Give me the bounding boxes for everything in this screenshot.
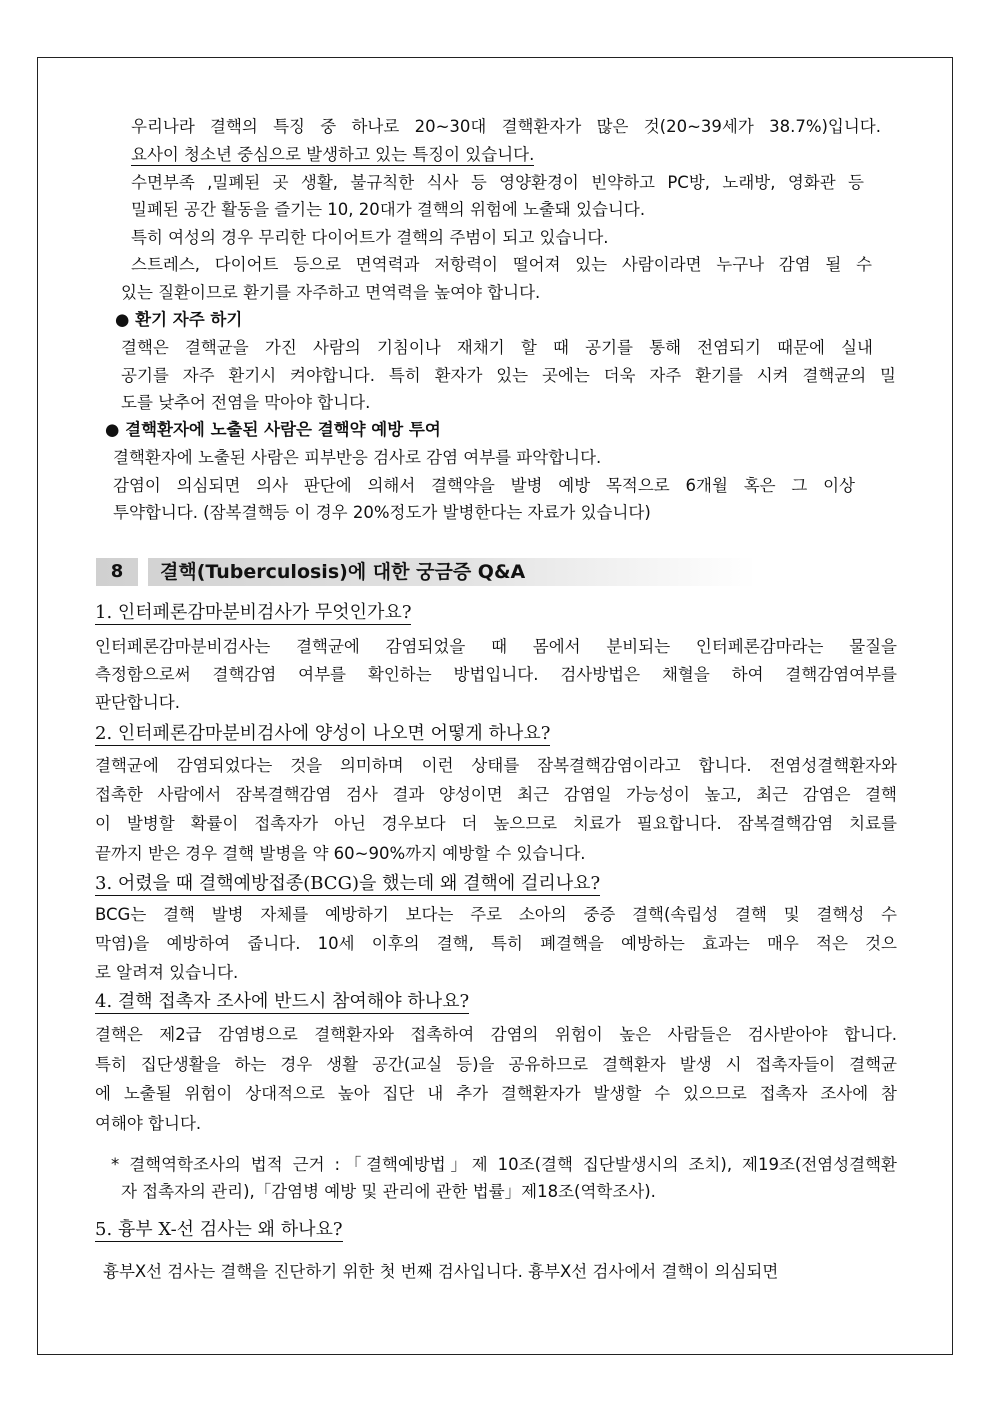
prevention-line-3: 투약합니다. (잠복결핵등 이 경우 20%정도가 발병한다는 자료가 있습니다): [113, 503, 651, 522]
question-4-title: [95, 992, 469, 1012]
intro-line-3: 수면부족 ,밀폐된 곳 생활, 불규칙한 식사 등 영양환경이 빈약하고 PC방, 노래방, 영화관 등: [131, 173, 864, 192]
prevention-heading: ● 결핵환자에 노출된 사람은 결핵약 예방 투여: [105, 420, 441, 439]
ventilation-heading: ● 환기 자주 하기: [115, 310, 243, 329]
intro-line-2-text: 요사이 청소년 중심으로 발생하고 있는 특징이 있습니다.: [131, 145, 535, 164]
answer-2-line-4: 끝까지 받은 경우 결핵 발병을 약 60~90%까지 예방할 수 있습니다.: [95, 844, 586, 863]
intro-line-6: 스트레스, 다이어트 등으로 면역력과 저항력이 떨어져 있는 사람이라면 누구나 감염 될 수: [131, 255, 872, 274]
ventilation-line-3: 도를 낮추어 전염을 막아야 합니다.: [121, 393, 371, 412]
answer-2-line-1: 결핵균에 감염되었다는 것을 의미하며 이런 상태를 잠복결핵감염이라고 합니다. 전염성결핵환자와: [95, 756, 897, 775]
answer-1-line-1: 인터페론감마분비검사는 결핵균에 감염되었을 때 몸에서 분비되는 인터페론감마라는 물질을: [95, 637, 897, 656]
question-1-title: [95, 603, 411, 623]
answer-4-line-1: 결핵은 제2급 감염병으로 결핵환자와 접촉하여 감염의 위험이 높은 사람들은 검사받아야 합니다.: [95, 1025, 897, 1044]
question-4-title-text: 4. 결핵 접촉자 조사에 반드시 참여해야 하나요?: [95, 991, 470, 1012]
section-title: 결핵(Tuberculosis)에 대한 궁금증 Q&A: [160, 561, 526, 583]
prevention-line-1: 결핵환자에 노출된 사람은 피부반응 검사로 감염 여부를 파악합니다.: [113, 448, 602, 467]
question-2-title: [95, 724, 550, 744]
legal-note-line-2: 자 접촉자의 관리),「감염병 예방 및 관리에 관한 법률」제18조(역학조사).: [121, 1182, 656, 1201]
answer-4-line-2: 특히 집단생활을 하는 경우 생활 공간(교실 등)을 공유하므로 결핵환자 발생 시 접촉자들이 결핵균: [95, 1055, 897, 1074]
question-3-title-text: 3. 어렸을 때 결핵예방접종(BCG)을 했는데 왜 결핵에 걸리나요?: [95, 873, 601, 894]
section-divider: [138, 558, 148, 586]
answer-1-line-2: 측정함으로써 결핵감염 여부를 확인하는 방법입니다. 검사방법은 채혈을 하여 결핵감염여부를: [95, 665, 897, 684]
intro-line-2: [131, 145, 534, 165]
intro-line-1: 우리나라 결핵의 특징 중 하나로 20~30대 결핵환자가 많은 것(20~39세가 38.7%)입니다.: [131, 117, 881, 136]
answer-1-line-3: 판단합니다.: [95, 693, 180, 712]
answer-3-line-3: 로 알려져 있습니다.: [95, 963, 239, 982]
answer-3-line-1: BCG는 결핵 발병 자체를 예방하기 보다는 주로 소아의 중증 결핵(속립성 결핵 및 결핵성 수: [95, 905, 897, 924]
answer-4-line-3: 에 노출될 위험이 상대적으로 높아 집단 내 추가 결핵환자가 발생할 수 있으므로 접촉자 조사에 참: [95, 1084, 897, 1103]
intro-line-7: 있는 질환이므로 환기를 자주하고 면역력을 높여야 합니다.: [121, 283, 541, 302]
answer-3-line-2: 막염)을 예방하여 줍니다. 10세 이후의 결핵, 특히 폐결핵을 예방하는 효과는 매우 적은 것으: [95, 934, 897, 953]
answer-4-line-4: 여해야 합니다.: [95, 1114, 202, 1133]
answer-2-line-3: 이 발병할 확률이 접촉자가 아닌 경우보다 더 높으므로 치료가 필요합니다. 잠복결핵감염 치료를: [95, 814, 897, 833]
question-3-title: [95, 874, 600, 894]
prevention-line-2: 감염이 의심되면 의사 판단에 의해서 결핵약을 발병 예방 목적으로 6개월 혹은 그 이상: [113, 476, 855, 495]
intro-line-4: 밀폐된 공간 활동을 즐기는 10, 20대가 결핵의 위험에 노출돼 있습니다.: [131, 200, 646, 219]
legal-note-line-1: * 결핵역학조사의 법적 근거 :「결핵예방법」제 10조(결핵 집단발생시의 조치), 제19조(전염성결핵환: [111, 1155, 897, 1174]
question-5-title: [95, 1220, 343, 1240]
question-5-title-text: 5. 흉부 X-선 검사는 왜 하나요?: [95, 1219, 343, 1240]
ventilation-line-1: 결핵은 결핵균을 가진 사람의 기침이나 재채기 할 때 공기를 통해 전염되기 때문에 실내: [121, 338, 873, 357]
question-2-title-text: 2. 인터페론감마분비검사에 양성이 나오면 어떻게 하나요?: [95, 723, 551, 744]
section-number: 8: [110, 561, 124, 582]
intro-line-5: 특히 여성의 경우 무리한 다이어트가 결핵의 주범이 되고 있습니다.: [131, 228, 609, 247]
ventilation-line-2: 공기를 자주 환기시 켜야합니다. 특히 환자가 있는 곳에는 더욱 자주 환기를 시켜 결핵균의 밀: [121, 366, 896, 385]
question-1-title-text: 1. 인터페론감마분비검사가 무엇인가요?: [95, 602, 412, 623]
section-header: [96, 558, 756, 586]
answer-2-line-2: 접촉한 사람에서 잠복결핵감염 검사 결과 양성이면 최근 감염일 가능성이 높고, 최근 감염은 결핵: [95, 785, 897, 804]
answer-5-line-1: 흉부X선 검사는 결핵을 진단하기 위한 첫 번째 검사입니다. 흉부X선 검사에서 결핵이 의심되면: [103, 1262, 779, 1281]
